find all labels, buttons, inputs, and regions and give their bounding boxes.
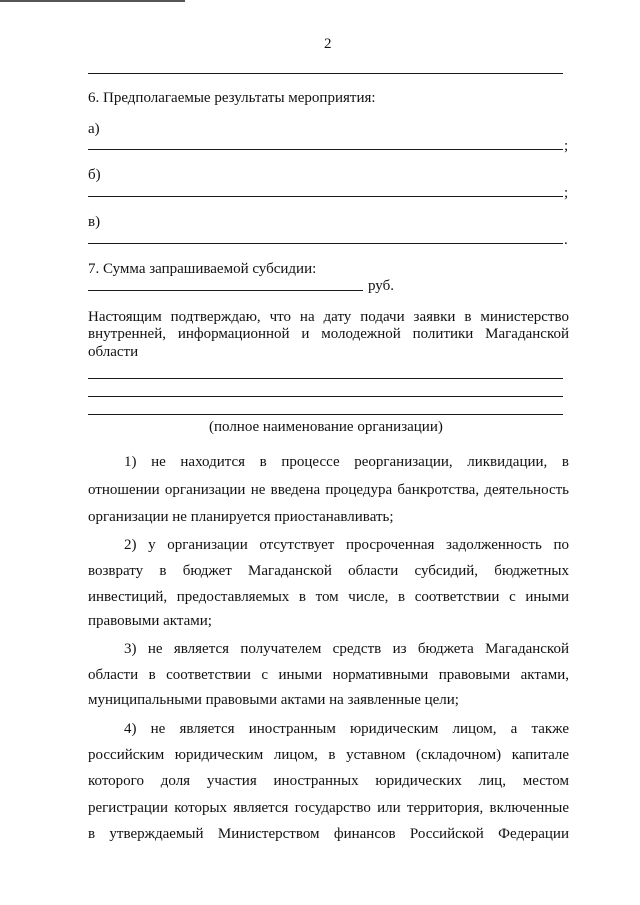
result-c-line: [88, 243, 563, 244]
org-name-line-3: [88, 414, 563, 415]
result-b-label: б): [88, 167, 101, 183]
condition-2-line-4: правовыми актами;: [88, 613, 212, 629]
scan-edge-mark: [0, 0, 185, 2]
result-a-end: ;: [564, 138, 569, 154]
section7-heading: 7. Сумма запрашиваемой субсидии:: [88, 261, 317, 277]
condition-4-line-1: 4) не является иностранным юридическим лицом, а также: [124, 721, 569, 737]
condition-4-line-4: регистрации которых является государство или территория, включенные: [88, 800, 569, 816]
condition-1-line-1: 1) не находится в процессе реорганизации, ликвидации, в: [124, 454, 569, 470]
condition-3-line-2: области в соответствии с иными нормативными правовыми актами,: [88, 667, 569, 683]
result-a-line: [88, 149, 563, 150]
condition-2-line-1: 2) у организации отсутствует просроченная задолженность по: [124, 537, 569, 553]
org-name-line-1: [88, 378, 563, 379]
condition-4-line-2: российским юридическим лицом, в уставном (складочном) капитале: [88, 747, 569, 763]
section6-heading: 6. Предполагаемые результаты мероприятия:: [88, 90, 376, 106]
condition-2-line-3: инвестиций, предоставляемых в том числе, в соответствии с иными: [88, 589, 569, 605]
org-name-line-2: [88, 396, 563, 397]
result-b-end: ;: [564, 185, 569, 201]
condition-3-line-1: 3) не является получателем средств из бюджета Магаданской: [124, 641, 569, 657]
result-c-label: в): [88, 214, 101, 230]
condition-4-line-5: в утверждаемый Министерством финансов Российской Федерации: [88, 826, 569, 842]
confirmation-line-3: области: [88, 344, 139, 360]
result-a-label: а): [88, 121, 100, 137]
org-name-caption: (полное наименование организации): [209, 419, 443, 435]
condition-1-line-2: отношении организации не введена процедура банкротства, деятельность: [88, 482, 569, 498]
blank-line-top: [88, 73, 563, 74]
condition-3-line-3: муниципальными правовыми актами на заявленные цели;: [88, 692, 459, 708]
subsidy-unit: руб.: [368, 278, 394, 294]
confirmation-line-2: внутренней, информационной и молодежной политики Магаданской: [88, 326, 569, 342]
subsidy-amount-line: [88, 290, 363, 291]
page-number: 2: [324, 36, 332, 52]
confirmation-line-1: Настоящим подтверждаю, что на дату подачи заявки в министерство: [88, 309, 569, 325]
condition-1-line-3: организации не планируется приостанавливать;: [88, 509, 394, 525]
result-b-line: [88, 196, 563, 197]
condition-4-line-3: которого доля участия иностранных юридических лиц, местом: [88, 773, 569, 789]
condition-2-line-2: возврату в бюджет Магаданской области субсидий, бюджетных: [88, 563, 569, 579]
result-c-end: .: [564, 232, 568, 248]
